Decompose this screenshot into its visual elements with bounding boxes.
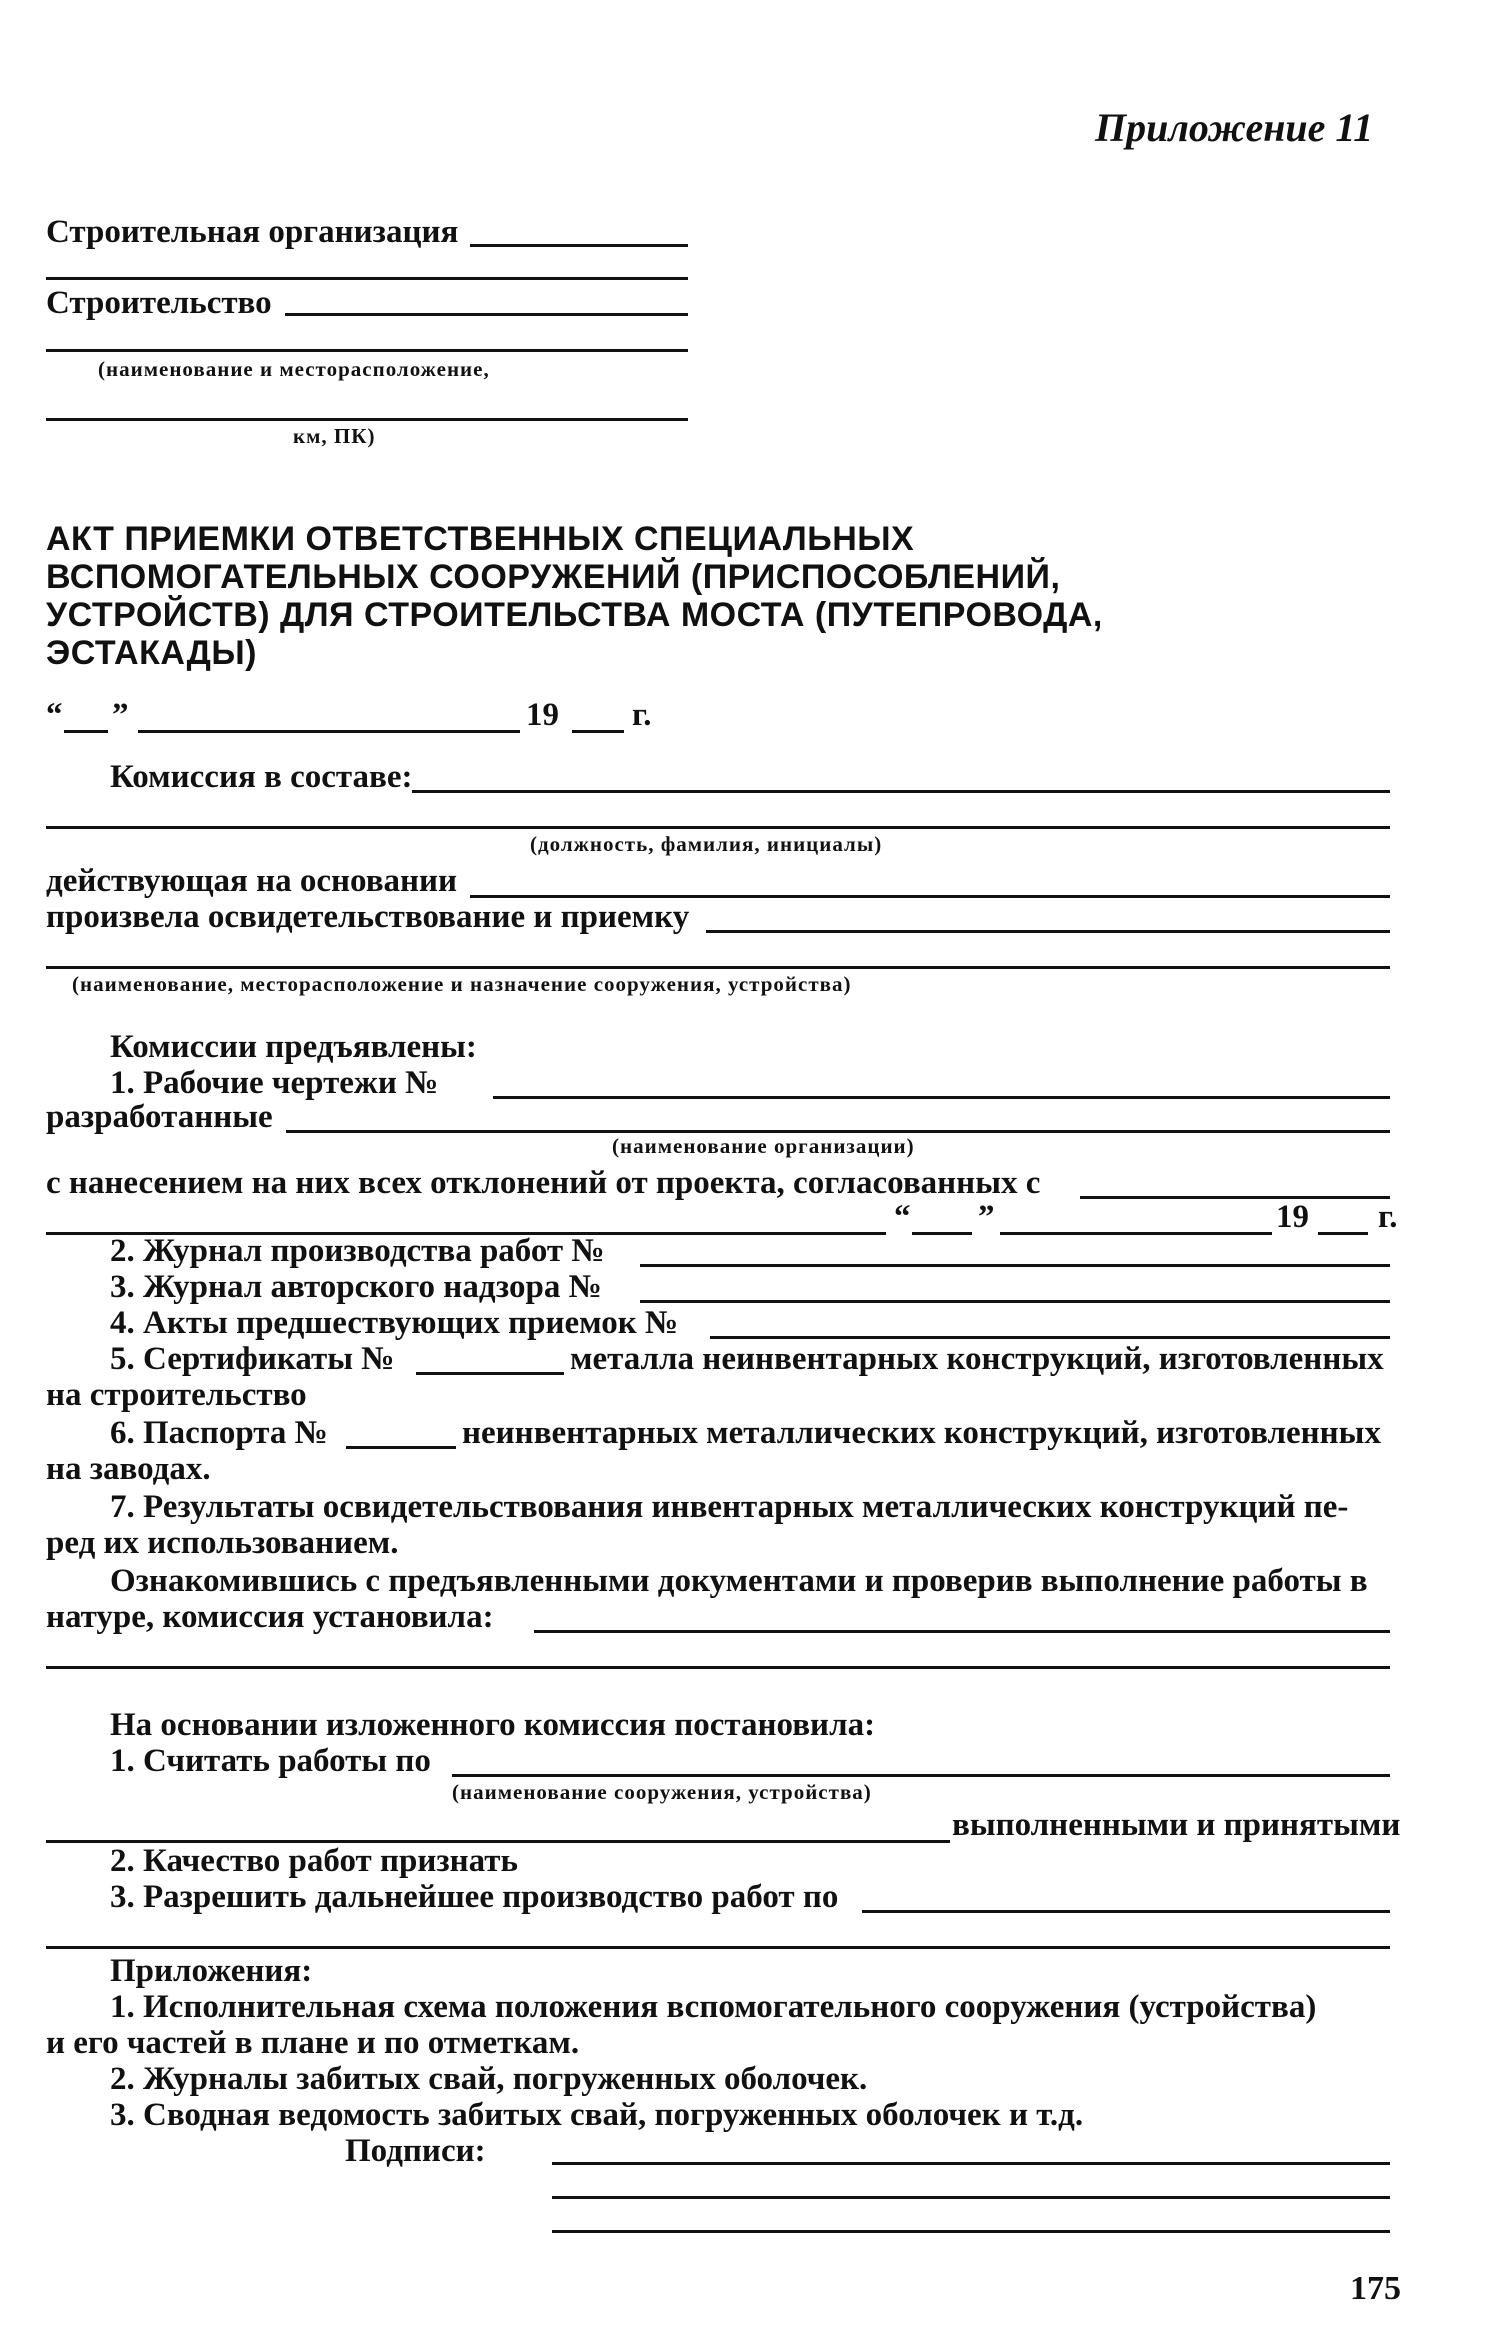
date-day-field[interactable] xyxy=(64,730,108,733)
signature-line-1[interactable] xyxy=(552,2162,1390,2165)
established-field[interactable] xyxy=(534,1630,1390,1633)
signature-line-3[interactable] xyxy=(552,2230,1390,2233)
inspection-field[interactable] xyxy=(706,930,1390,933)
attachment-summary: 3. Сводная ведомость забитых свай, погруженных оболочек и т.д. xyxy=(110,2097,1084,2133)
commission-caption: (должность, фамилия, инициалы) xyxy=(530,832,883,856)
doc-title-line-2: ВСПОМОГАТЕЛЬНЫХ СООРУЖЕНИЙ (ПРИСПОСОБЛЕНИЙ, xyxy=(46,558,1061,596)
item-passports-cont: неинвентарных металлических конструкций, изготовленных xyxy=(462,1415,1381,1451)
dev-date-day-field[interactable] xyxy=(912,1232,972,1235)
decision-item-works: 1. Считать работы по xyxy=(110,1743,431,1779)
developed-label: разработанные xyxy=(46,1099,273,1135)
item-prior-acts: 4. Акты предшествующих приемок № xyxy=(110,1305,679,1341)
review-established-label: натуре, комиссия установила: xyxy=(46,1599,494,1635)
attachment-scheme: 1. Исполнительная схема положения вспомогательного сооружения (устройства) xyxy=(110,1989,1317,2025)
commission-field-line2[interactable] xyxy=(46,826,1390,829)
date-quote-open: “ xyxy=(46,697,63,733)
decision-item-permit: 3. Разрешить дальнейшее производство работ по xyxy=(110,1879,839,1915)
doc-title-line-1: АКТ ПРИЕМКИ ОТВЕТСТВЕННЫХ СПЕЦИАЛЬНЫХ xyxy=(46,520,915,558)
established-field-line2[interactable] xyxy=(46,1666,1390,1669)
basis-label: действующая на основании xyxy=(46,863,458,899)
attachment-scheme-end: и его частей в плане и по отметкам. xyxy=(46,2025,580,2061)
author-log-field[interactable] xyxy=(640,1300,1390,1303)
page-number: 175 xyxy=(1350,2270,1401,2307)
item-drawings: 1. Рабочие чертежи № xyxy=(110,1065,439,1101)
commission-label: Комиссия в составе: xyxy=(110,759,413,795)
dev-date-month-field[interactable] xyxy=(1000,1232,1272,1235)
item-certificates-end: на строительство xyxy=(46,1377,307,1413)
decision-label: На основании изложенного комиссия постановила: xyxy=(110,1707,876,1743)
item-certificates-cont: металла неинвентарных конструкций, изготовленных xyxy=(570,1341,1384,1377)
commission-field[interactable] xyxy=(412,790,1390,793)
works-caption: (наименование сооружения, устройства) xyxy=(452,1780,872,1804)
dev-date-quote-close: ” xyxy=(978,1199,995,1235)
item-inspection-results-end: ред их использованием. xyxy=(46,1525,399,1561)
item-author-log: 3. Журнал авторского надзора № xyxy=(110,1269,602,1305)
dev-date-year-field[interactable] xyxy=(1318,1232,1368,1235)
deviations-field[interactable] xyxy=(1080,1196,1390,1199)
dev-date-g: г. xyxy=(1378,1199,1398,1235)
drawings-field[interactable] xyxy=(493,1096,1390,1099)
org-field[interactable] xyxy=(470,244,688,247)
date-month-field[interactable] xyxy=(138,730,520,733)
item-work-log: 2. Журнал производства работ № xyxy=(110,1233,605,1269)
org-field-line2[interactable] xyxy=(46,277,688,280)
deviations-label: с нанесением на них всех отклонений от проекта, согласованных с xyxy=(46,1165,1041,1201)
doc-title-line-3: УСТРОЙСТВ) ДЛЯ СТРОИТЕЛЬСТВА МОСТА (ПУТЕПРОВОДА, xyxy=(46,596,1103,634)
signature-line-2[interactable] xyxy=(552,2196,1390,2199)
item-passports: 6. Паспорта № xyxy=(110,1415,328,1451)
developed-field[interactable] xyxy=(286,1130,1390,1133)
date-quote-close: ” xyxy=(112,697,129,733)
item-inspection-results: 7. Результаты освидетельствования инвентарных металлических конструкций пе- xyxy=(110,1489,1349,1525)
inspection-caption: (наименование, месторасположение и назначение сооружения, устройства) xyxy=(72,972,852,996)
accepted-label: выполненными и принятыми xyxy=(952,1807,1401,1843)
date-year-field[interactable] xyxy=(572,730,624,733)
presented-label: Комиссии предъявлены: xyxy=(110,1029,477,1065)
construction-field[interactable] xyxy=(285,313,688,316)
attachment-pile-logs: 2. Журналы забитых свай, погруженных оболочек. xyxy=(110,2061,868,2097)
org-caption: (наименование организации) xyxy=(612,1134,915,1158)
date-year-prefix: 19 xyxy=(526,697,559,733)
construction-field-line2[interactable] xyxy=(46,349,688,352)
km-field[interactable] xyxy=(46,418,688,421)
passports-field[interactable] xyxy=(346,1446,456,1449)
work-log-field[interactable] xyxy=(640,1264,1390,1267)
permit-field-line2[interactable] xyxy=(46,1946,1390,1949)
certificates-field[interactable] xyxy=(416,1372,564,1375)
doc-title-line-4: ЭСТАКАДЫ) xyxy=(46,634,257,672)
caption-km: км, ПК) xyxy=(293,424,376,448)
signatures-label: Подписи: xyxy=(345,2133,486,2169)
org-label: Строительная организация xyxy=(46,214,459,250)
review-text: Ознакомившись с предъявленными документами и проверив выполнение работы в xyxy=(110,1563,1368,1599)
item-certificates: 5. Сертификаты № xyxy=(110,1341,395,1377)
appendix-label: Приложение 11 xyxy=(1095,105,1374,150)
decision-item-quality: 2. Качество работ признать xyxy=(110,1843,518,1879)
permit-field[interactable] xyxy=(862,1910,1390,1913)
prior-acts-field[interactable] xyxy=(710,1336,1390,1339)
inspection-field-line2[interactable] xyxy=(46,966,1390,969)
attachments-label: Приложения: xyxy=(110,1953,313,1989)
item-passports-end: на заводах. xyxy=(46,1451,211,1487)
construction-label: Строительство xyxy=(46,285,272,321)
works-field[interactable] xyxy=(452,1774,1390,1777)
inspection-label: произвела освидетельствование и приемку xyxy=(46,899,690,935)
dev-date-quote-open: “ xyxy=(894,1199,911,1235)
caption-name-location: (наименование и месторасположение, xyxy=(98,357,490,381)
dev-date-year-prefix: 19 xyxy=(1276,1199,1309,1235)
date-g: г. xyxy=(632,697,652,733)
